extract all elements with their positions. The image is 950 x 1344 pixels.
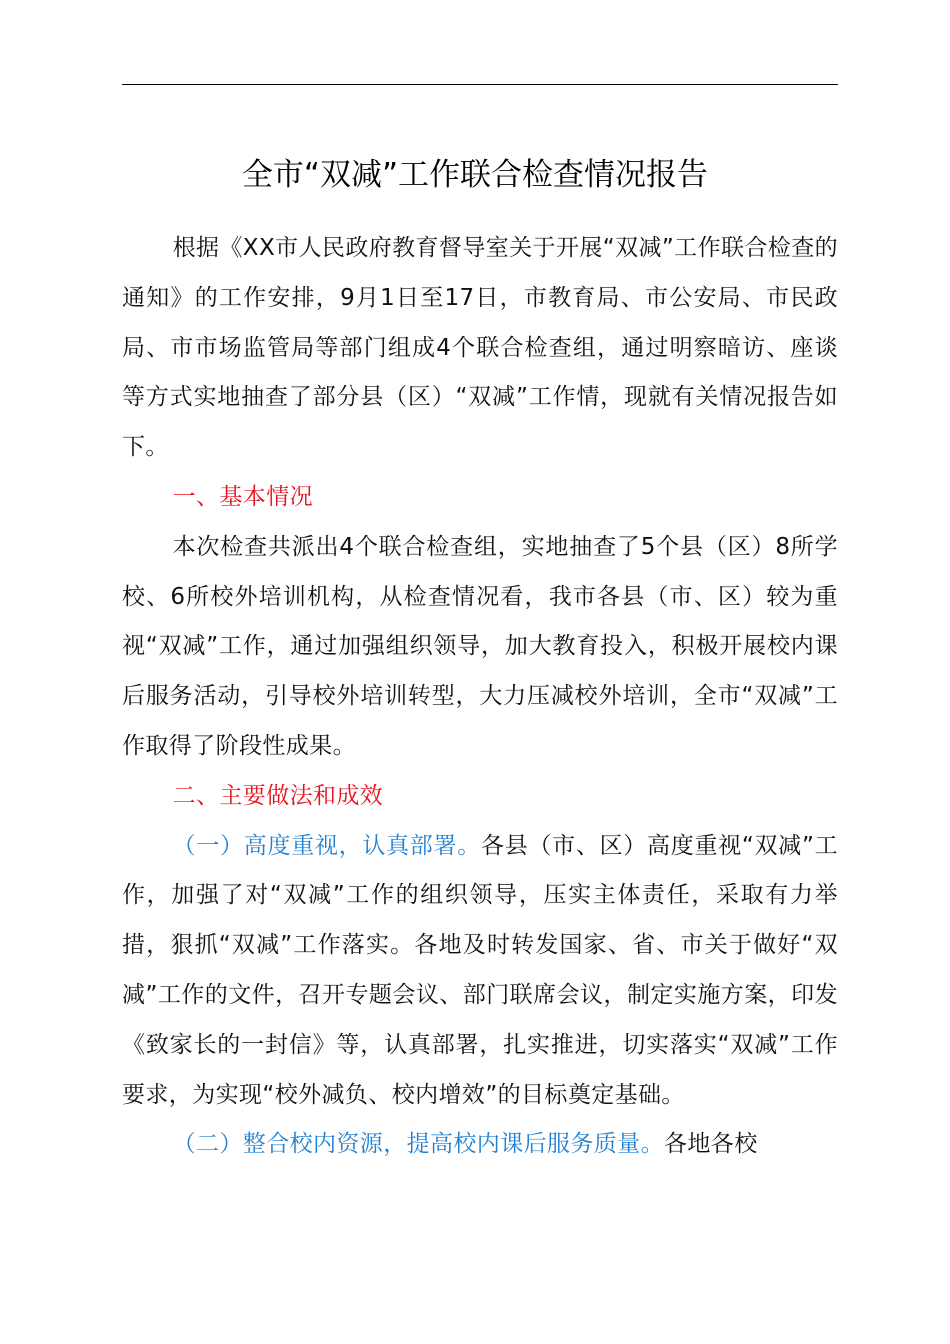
section-1-paragraph: 本次检查共派出4个联合检查组，实地抽查了5个县（区）8所学校、6所校外培训机构，从检查情况看，我市各县（市、区）较为重视“双减”工作，通过加强组织领导，加大教育投入，积极开展校内课后服务活动，引导校外培训转型，大力压减校外培训，全市“双减”工作取得了阶段性成果。 — [122, 533, 838, 759]
document-body — [122, 224, 838, 1170]
section-1-heading: 一、基本情况 — [172, 483, 313, 510]
section-2-heading: 二、主要做法和成效 — [172, 782, 384, 809]
section-2-item-1 — [122, 822, 838, 1121]
header-rule — [122, 84, 838, 85]
intro-paragraph: 根据《XX市人民政府教育督导室关于开展“双减”工作联合检查的通知》的工作安排，9月1日至17日，市教育局、市公安局、市民政局、市市场监管局等部门组成4个联合检查组，通过明察暗访、座谈等方式实地抽查了部分县（区）“双减”工作情，现就有关情况报告如下。 — [122, 235, 838, 461]
document-title: 全市“双减”工作联合检查情况报告 — [241, 157, 709, 193]
item-2-lead: （二）整合校内资源，提高校内课后服务质量。 — [172, 1131, 664, 1158]
item-1-lead: （一）高度重视，认真部署。 — [172, 832, 481, 859]
section-2-item-2 — [122, 1120, 838, 1170]
item-2-text: 各地各校 — [664, 1131, 758, 1158]
item-1-text: 各县（市、区）高度重视“双减”工作，加强了对“双减”工作的组织领导，压实主体责任，采取有力举措，狠抓“双减”工作落实。各地及时转发国家、省、市关于做好“双减”工作的文件，召开专题会议、部门联席会议，制定实施方案，印发《致家长的一封信》等，认真部署，扎实推进，切实落实“双减”工作要求，为实现“校外减负、校内增效”的目标奠定基础。 — [122, 832, 839, 1108]
